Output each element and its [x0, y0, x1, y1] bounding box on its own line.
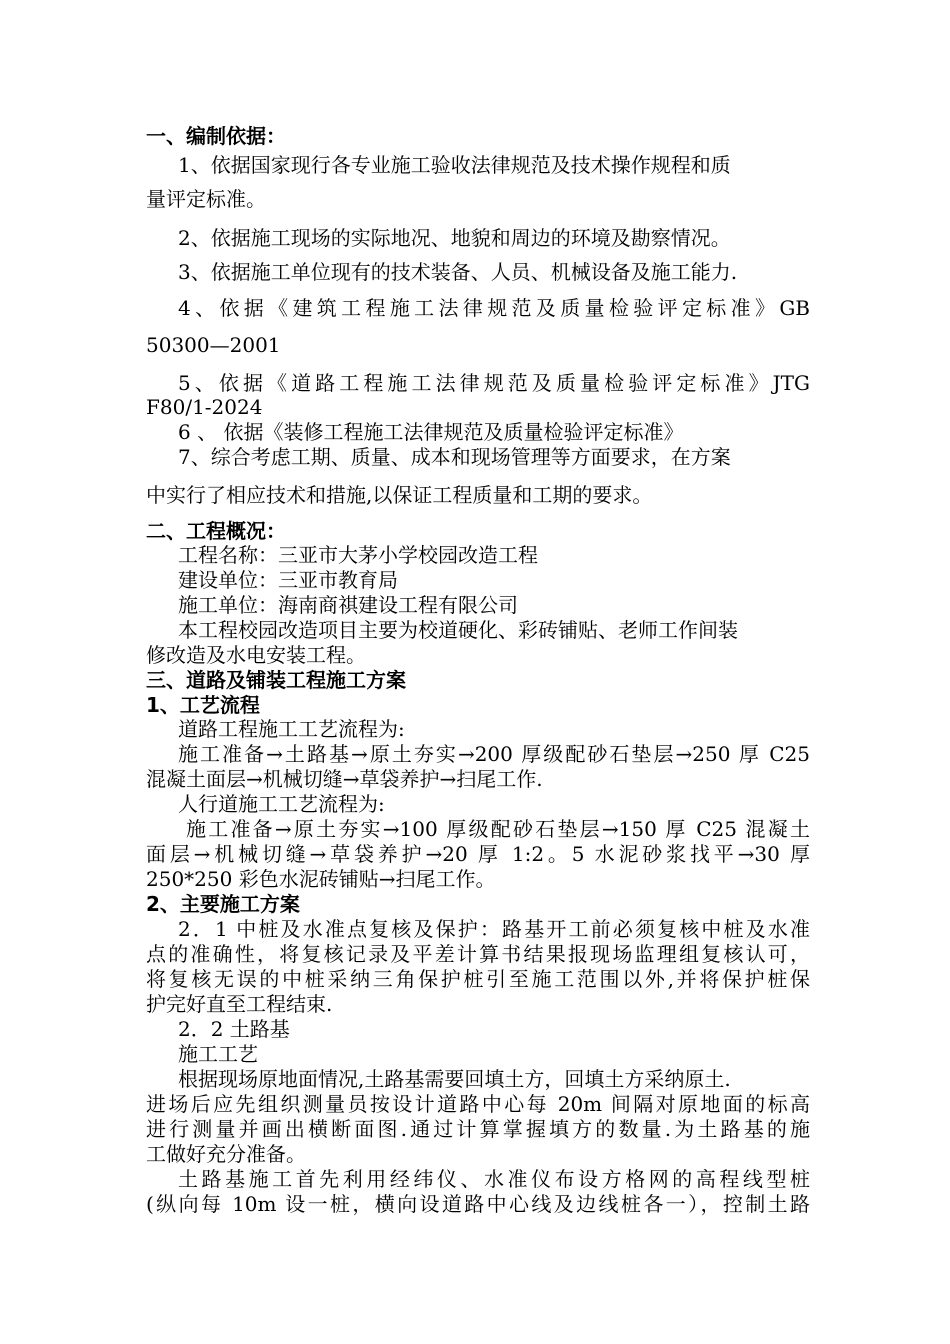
walkway-process-line-2: 面层→机械切缝→草袋养护→20 厚 1:2。5 水泥砂浆找平→30 厚	[146, 842, 810, 866]
para-2-1-line-1: 2．1 中桩及水准点复核及保护：路基开工前必须复核中桩及水准	[178, 917, 810, 941]
craft-para-line-4: 工做好充分准备。	[146, 1142, 306, 1166]
basis-item-7-line-2: 中实行了相应技术和措施,以保证工程质量和工期的要求。	[146, 483, 653, 507]
subheading-main-plan: 2、主要施工方案	[146, 892, 300, 916]
basis-item-6: 6 、 依据《装修工程施工法律规范及质量检验评定标准》	[178, 420, 684, 444]
project-name: 工程名称：三亚市大茅小学校园改造工程	[178, 543, 538, 567]
basis-item-1-line-1: 1、依据国家现行各专业施工验收法律规范及技术操作规程和质	[178, 153, 731, 177]
road-process-line-2: 混凝土面层→机械切缝→草袋养护→扫尾工作.	[146, 767, 543, 791]
basis-item-7-line-1: 7、综合考虑工期、质量、成本和现场管理等方面要求，在方案	[178, 445, 731, 469]
walkway-process-line-3: 250*250 彩色水泥砖铺贴→扫尾工作。	[146, 867, 496, 891]
craft-para-line-1: 根据现场原地面情况,土路基需要回填土方，回填土方采纳原土.	[178, 1067, 731, 1091]
grid-para-line-2: (纵向每 10m 设一桩，横向设道路中心线及边线桩各一），控制土路	[146, 1192, 810, 1216]
walkway-process-line-1: 施工准备→原土夯实→100 厚级配砂石垫层→150 厚 C25 混凝土	[186, 817, 810, 841]
project-owner: 建设单位：三亚市教育局	[178, 568, 398, 592]
craft-title: 施工工艺	[178, 1042, 258, 1066]
section-heading-overview: 二、工程概况：	[146, 519, 286, 543]
road-process-intro: 道路工程施工工艺流程为:	[178, 717, 405, 741]
para-2-2-title: 2．2 土路基	[178, 1017, 290, 1041]
basis-item-4-line-2: 50300—2001	[146, 333, 281, 357]
project-scope-line-2: 修改造及水电安装工程。	[146, 643, 366, 667]
para-2-1-line-3: 将复核无误的中桩采纳三角保护桩引至施工范围以外,并将保护桩保	[146, 967, 810, 991]
subheading-process: 1、工艺流程	[146, 693, 260, 717]
craft-para-line-3: 进行测量并画出横断面图.通过计算掌握填方的数量.为土路基的施	[146, 1117, 810, 1141]
section-heading-basis: 一、编制依据：	[146, 124, 286, 148]
para-2-1-line-4: 护完好直至工程结束.	[146, 992, 333, 1016]
grid-para-line-1: 土路基施工首先利用经纬仪、水准仪布设方格网的高程线型桩	[178, 1167, 810, 1191]
basis-item-5-line-2: F80/1-2024	[146, 395, 263, 419]
walkway-process-intro: 人行道施工工艺流程为:	[178, 792, 385, 816]
basis-item-3: 3、依据施工单位现有的技术装备、人员、机械设备及施工能力.	[178, 260, 738, 284]
project-contractor: 施工单位：海南商祺建设工程有限公司	[178, 593, 518, 617]
para-2-1-line-2: 点的准确性，将复核记录及平差计算书结果报现场监理组复核认可，	[146, 942, 810, 966]
section-heading-road-plan: 三、道路及铺装工程施工方案	[146, 668, 406, 692]
basis-item-4-line-1: 4、依据《建筑工程施工法律规范及质量检验评定标准》GB	[178, 296, 810, 320]
project-scope-line-1: 本工程校园改造项目主要为校道硬化、彩砖铺贴、老师工作间装	[178, 618, 738, 642]
road-process-line-1: 施工准备→土路基→原土夯实→200 厚级配砂石垫层→250 厚 C25	[178, 742, 810, 766]
basis-item-5-line-1: 5、依据《道路工程施工法律规范及质量检验评定标准》JTG	[178, 371, 810, 395]
basis-item-1-line-2: 量评定标准。	[146, 187, 266, 211]
basis-item-2: 2、依据施工现场的实际地况、地貌和周边的环境及勘察情况。	[178, 226, 731, 250]
craft-para-line-2: 进场后应先组织测量员按设计道路中心每 20m 间隔对原地面的标高	[146, 1092, 810, 1116]
